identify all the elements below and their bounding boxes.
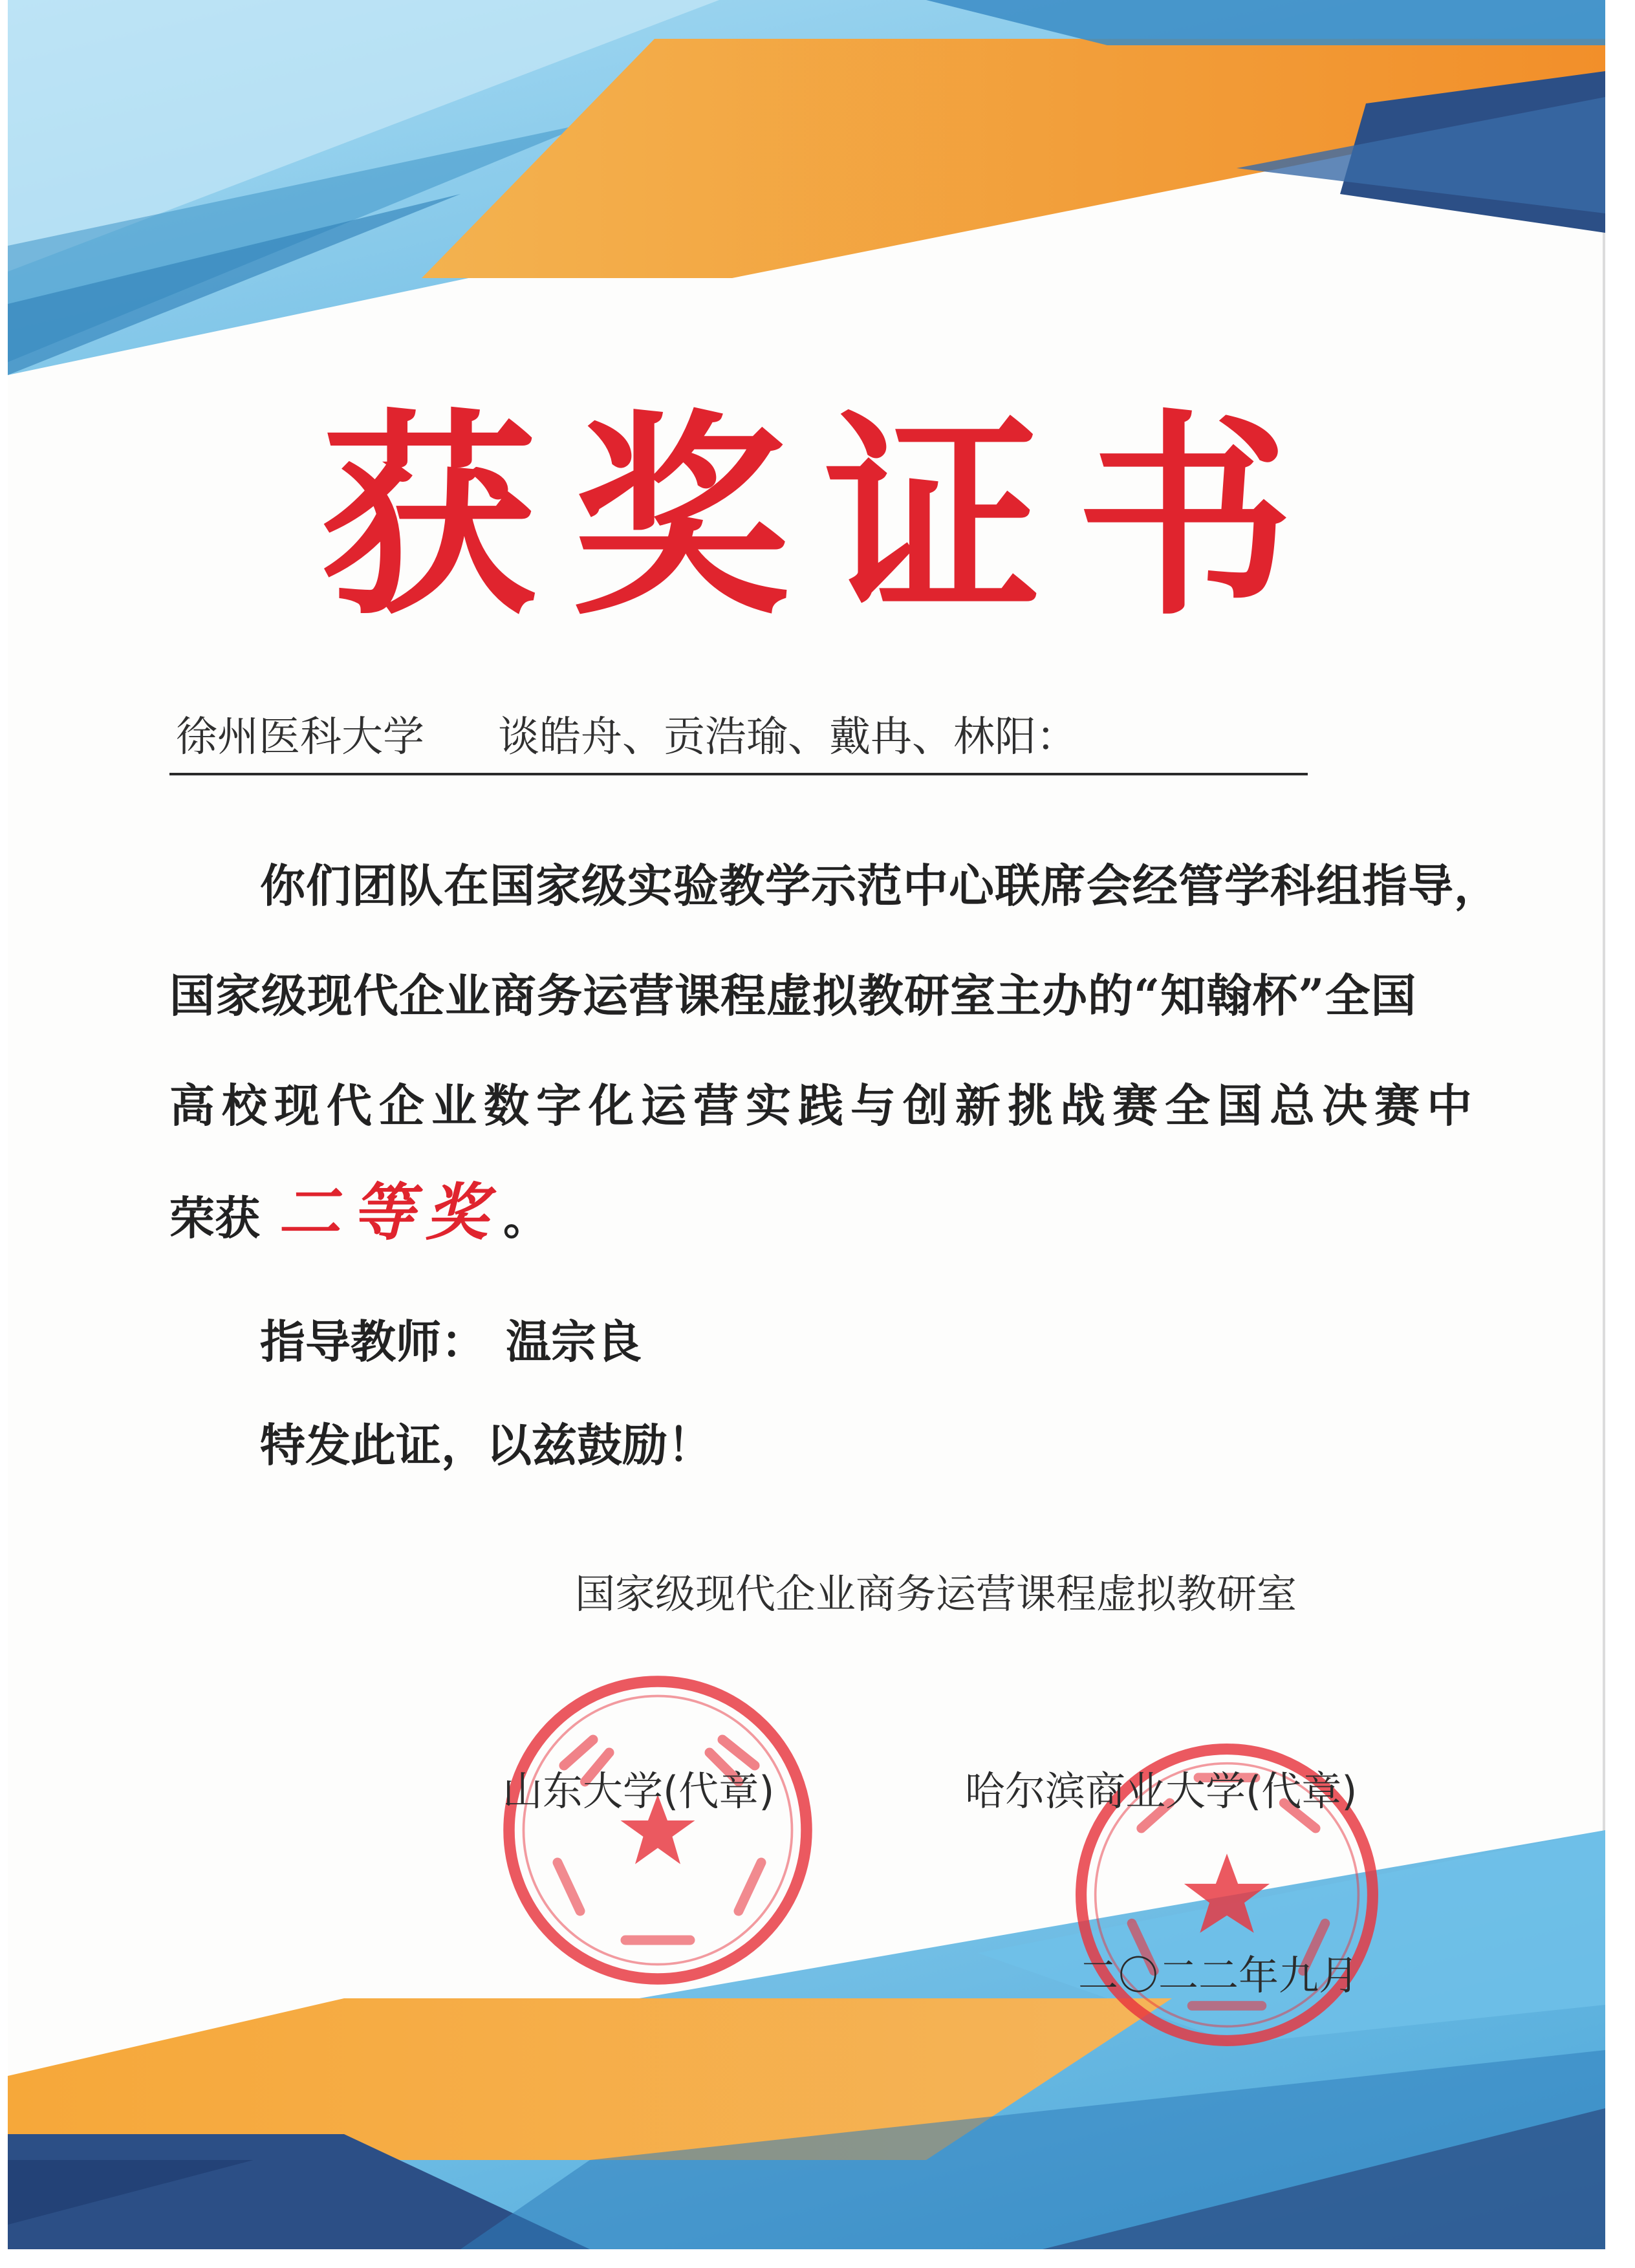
co-organizer-1: 山东大学(代章) [503, 1767, 775, 1815]
issue-date: 二〇二二年九月 [1078, 1952, 1359, 1999]
body-line-2: 国家级现代企业商务运营课程虚拟教研室主办的“知翰杯”全国 [169, 969, 1417, 1022]
certificate-title: 获奖证书 [319, 390, 1329, 645]
award-prefix: 荣获 [169, 1191, 260, 1245]
seal-left-stamp [496, 1669, 819, 1992]
certificate-sheet [8, 0, 1605, 2249]
co-organizer-2: 哈尔滨商业大学(代章) [965, 1767, 1358, 1815]
teacher-row [260, 1313, 642, 1371]
recipient-school: 徐州医科大学 [176, 713, 424, 761]
body-line-1: 你们团队在国家级实验教学示范中心联席会经管学科组指导， [260, 859, 1500, 913]
top-decorative-band [8, 0, 1605, 375]
recipient-names: 谈皓舟、贡浩瑜、戴冉、林阳： [498, 713, 1077, 761]
closing-text: 特发此证，以兹鼓励！ [260, 1418, 713, 1472]
body-line-3: 高校现代企业数字化运营实践与创新挑战赛全国总决赛中 [169, 1079, 1479, 1132]
issuer-name: 国家级现代企业商务运营课程虚拟教研室 [574, 1570, 1297, 1617]
recipient-line [169, 698, 1308, 775]
award-suffix: 。 [503, 1191, 548, 1245]
award-line [169, 1176, 1502, 1249]
award-level: 二等奖 [278, 1176, 499, 1249]
teacher-label: 指导教师： [260, 1315, 486, 1368]
teacher-name: 温宗良 [506, 1315, 642, 1368]
